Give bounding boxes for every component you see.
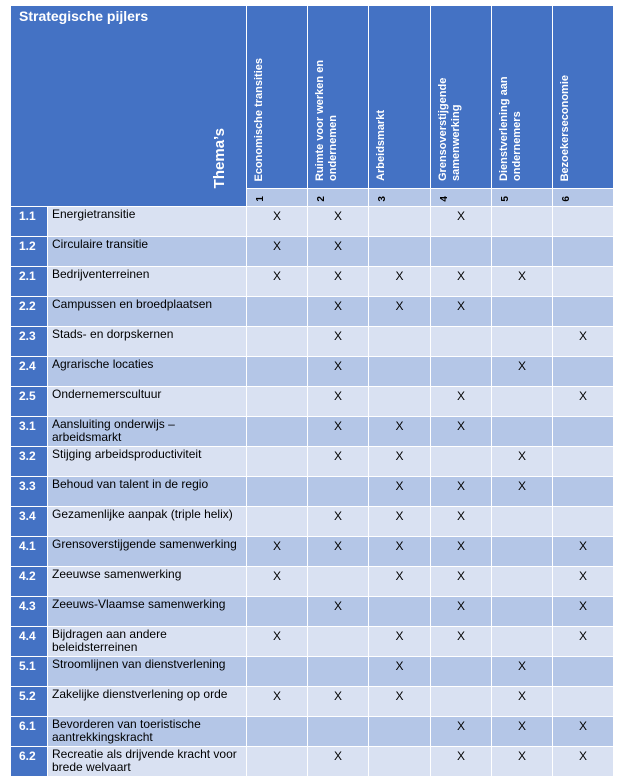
strategic-pillars-table-container: [10, 5, 613, 777]
table-row: [11, 717, 614, 747]
pillar-4-mark: X: [431, 627, 492, 657]
table-row: [11, 327, 614, 357]
theme-id: 2.5: [11, 387, 48, 417]
pillar-1-mark: [247, 417, 308, 447]
pillar-1-mark: [247, 657, 308, 687]
pillar-4-mark: X: [431, 267, 492, 297]
pillar-4-mark: X: [431, 477, 492, 507]
theme-id: 1.1: [11, 207, 48, 237]
pillar-1-mark: [247, 387, 308, 417]
pillar-3-mark: X: [369, 417, 431, 447]
pillar-6-mark: X: [553, 537, 614, 567]
pillar-4-mark: [431, 327, 492, 357]
theme-name: Zeeuws-Vlaamse samenwerking: [48, 597, 247, 627]
pillar-label: Arbeidsmarkt: [375, 110, 387, 181]
theme-name: Bedrijventerreinen: [48, 267, 247, 297]
table-header-cell: [11, 6, 247, 207]
pillar-4-mark: X: [431, 537, 492, 567]
pillar-2-mark: X: [308, 207, 369, 237]
pillar-number-4: 4: [431, 189, 492, 207]
pillar-header-5: [492, 6, 553, 189]
pillar-5-mark: [492, 207, 553, 237]
pillar-3-mark: X: [369, 657, 431, 687]
pillar-5-mark: X: [492, 357, 553, 387]
pillar-label: Dienstverlening aan ondernemers: [498, 76, 523, 181]
pillar-2-mark: [308, 567, 369, 597]
pillar-3-mark: X: [369, 477, 431, 507]
pillar-5-mark: [492, 297, 553, 327]
theme-id: 4.4: [11, 627, 48, 657]
theme-name: Zeeuwse samenwerking: [48, 567, 247, 597]
pillar-3-mark: X: [369, 507, 431, 537]
table-row: [11, 237, 614, 267]
pillar-label: Grensoverstijgende samenwerking: [437, 77, 462, 181]
pillar-2-mark: X: [308, 237, 369, 267]
pillar-3-mark: [369, 747, 431, 777]
pillar-1-mark: X: [247, 687, 308, 717]
pillar-1-mark: X: [247, 627, 308, 657]
theme-name: Bijdragen aan andere beleidsterreinen: [48, 627, 247, 657]
pillar-2-mark: X: [308, 747, 369, 777]
table-row: [11, 657, 614, 687]
pillar-header-2: [308, 6, 369, 189]
pillar-5-mark: [492, 537, 553, 567]
pillar-4-mark: X: [431, 207, 492, 237]
pillar-3-mark: X: [369, 627, 431, 657]
theme-id: 4.1: [11, 537, 48, 567]
theme-name: Behoud van talent in de regio: [48, 477, 247, 507]
pillar-2-mark: X: [308, 597, 369, 627]
pillar-3-mark: X: [369, 297, 431, 327]
pillar-1-mark: [247, 447, 308, 477]
pillar-4-mark: X: [431, 387, 492, 417]
theme-name: Campussen en broedplaatsen: [48, 297, 247, 327]
themes-label: Thema’s: [211, 127, 228, 188]
pillar-4-mark: X: [431, 417, 492, 447]
pillar-6-mark: X: [553, 597, 614, 627]
pillar-3-mark: X: [369, 267, 431, 297]
theme-name: Recreatie als drijvende kracht voor brede welvaart: [48, 747, 247, 777]
table-row: [11, 507, 614, 537]
theme-name: Stijging arbeidsproductiviteit: [48, 447, 247, 477]
pillar-1-mark: [247, 747, 308, 777]
pillar-6-mark: [553, 297, 614, 327]
pillar-3-mark: X: [369, 447, 431, 477]
pillar-header-1: [247, 6, 308, 189]
pillar-6-mark: [553, 657, 614, 687]
pillar-4-mark: X: [431, 717, 492, 747]
pillar-4-mark: X: [431, 507, 492, 537]
pillar-4-mark: [431, 657, 492, 687]
table-row: [11, 357, 614, 387]
pillar-3-mark: [369, 207, 431, 237]
pillar-1-mark: X: [247, 537, 308, 567]
theme-id: 2.4: [11, 357, 48, 387]
pillar-3-mark: [369, 327, 431, 357]
theme-id: 6.2: [11, 747, 48, 777]
theme-name: Ondernemerscultuur: [48, 387, 247, 417]
theme-name: Energietransitie: [48, 207, 247, 237]
pillar-3-mark: X: [369, 687, 431, 717]
pillar-2-mark: [308, 627, 369, 657]
table-row: [11, 207, 614, 237]
theme-id: 5.1: [11, 657, 48, 687]
pillar-5-mark: [492, 237, 553, 267]
pillar-1-mark: X: [247, 207, 308, 237]
pillar-5-mark: [492, 387, 553, 417]
theme-id: 2.2: [11, 297, 48, 327]
pillar-2-mark: X: [308, 267, 369, 297]
pillar-label: Ruimte voor werken en ondernemen: [314, 59, 339, 181]
theme-name: Grensoverstijgende samenwerking: [48, 537, 247, 567]
pillar-3-mark: X: [369, 537, 431, 567]
pillar-2-mark: [308, 717, 369, 747]
pillar-1-mark: [247, 357, 308, 387]
theme-id: 3.1: [11, 417, 48, 447]
pillar-5-mark: [492, 417, 553, 447]
theme-id: 4.3: [11, 597, 48, 627]
pillar-2-mark: [308, 477, 369, 507]
pillar-3-mark: X: [369, 567, 431, 597]
table-row: [11, 687, 614, 717]
pillar-5-mark: X: [492, 477, 553, 507]
pillar-6-mark: X: [553, 747, 614, 777]
theme-name: Aansluiting onderwijs – arbeidsmarkt: [48, 417, 247, 447]
theme-name: Stads- en dorpskernen: [48, 327, 247, 357]
table-row: [11, 417, 614, 447]
theme-name: Bevorderen van toeristische aantrekkingskracht: [48, 717, 247, 747]
theme-name: Zakelijke dienstverlening op orde: [48, 687, 247, 717]
theme-name: Circulaire transitie: [48, 237, 247, 267]
pillar-1-mark: X: [247, 267, 308, 297]
pillar-1-mark: X: [247, 237, 308, 267]
pillar-2-mark: X: [308, 357, 369, 387]
theme-id: 6.1: [11, 717, 48, 747]
pillar-5-mark: [492, 597, 553, 627]
pillar-2-mark: X: [308, 417, 369, 447]
pillar-5-mark: [492, 507, 553, 537]
table-row: [11, 387, 614, 417]
pillar-1-mark: [247, 717, 308, 747]
pillar-3-mark: [369, 387, 431, 417]
pillar-6-mark: [553, 267, 614, 297]
pillar-6-mark: [553, 507, 614, 537]
pillar-6-mark: [553, 237, 614, 267]
pillar-1-mark: [247, 297, 308, 327]
pillar-4-mark: X: [431, 597, 492, 627]
pillar-2-mark: X: [308, 327, 369, 357]
pillar-1-mark: [247, 597, 308, 627]
pillar-4-mark: [431, 447, 492, 477]
pillar-4-mark: [431, 357, 492, 387]
table-row: [11, 747, 614, 777]
pillar-number-2: 2: [308, 189, 369, 207]
pillar-5-mark: [492, 627, 553, 657]
strategic-pillars-table: [10, 5, 614, 777]
pillar-4-mark: [431, 237, 492, 267]
theme-id: 1.2: [11, 237, 48, 267]
pillar-6-mark: [553, 477, 614, 507]
table-row: [11, 447, 614, 477]
pillar-2-mark: X: [308, 297, 369, 327]
pillar-2-mark: X: [308, 447, 369, 477]
table-row: [11, 627, 614, 657]
theme-id: 3.4: [11, 507, 48, 537]
pillar-6-mark: X: [553, 627, 614, 657]
pillar-6-mark: X: [553, 567, 614, 597]
pillar-5-mark: X: [492, 717, 553, 747]
pillar-header-4: [431, 6, 492, 189]
pillar-number-5: 5: [492, 189, 553, 207]
pillar-4-mark: X: [431, 567, 492, 597]
table-row: [11, 537, 614, 567]
pillar-3-mark: [369, 717, 431, 747]
pillar-6-mark: [553, 687, 614, 717]
pillar-number-3: 3: [369, 189, 431, 207]
pillar-5-mark: X: [492, 447, 553, 477]
pillar-2-mark: X: [308, 687, 369, 717]
pillar-6-mark: X: [553, 387, 614, 417]
pillar-5-mark: [492, 567, 553, 597]
pillar-2-mark: X: [308, 387, 369, 417]
table-row: [11, 297, 614, 327]
pillar-2-mark: [308, 657, 369, 687]
theme-id: 3.2: [11, 447, 48, 477]
pillar-6-mark: X: [553, 327, 614, 357]
pillar-2-mark: X: [308, 507, 369, 537]
pillar-4-mark: X: [431, 297, 492, 327]
pillar-5-mark: X: [492, 687, 553, 717]
theme-rows: [11, 207, 614, 777]
pillar-2-mark: X: [308, 537, 369, 567]
theme-name: Stroomlijnen van dienstverlening: [48, 657, 247, 687]
pillar-6-mark: [553, 207, 614, 237]
theme-name: Agrarische locaties: [48, 357, 247, 387]
pillar-6-mark: X: [553, 717, 614, 747]
table-row: [11, 477, 614, 507]
pillar-1-mark: [247, 327, 308, 357]
pillar-3-mark: [369, 357, 431, 387]
pillar-4-mark: X: [431, 747, 492, 777]
theme-id: 5.2: [11, 687, 48, 717]
table-row: [11, 567, 614, 597]
pillar-1-mark: [247, 507, 308, 537]
pillar-1-mark: [247, 477, 308, 507]
theme-name: Gezamenlijke aanpak (triple helix): [48, 507, 247, 537]
pillar-header-6: [553, 6, 614, 189]
theme-id: 4.2: [11, 567, 48, 597]
theme-id: 2.1: [11, 267, 48, 297]
pillar-1-mark: X: [247, 567, 308, 597]
pillar-4-mark: [431, 687, 492, 717]
pillar-5-mark: X: [492, 747, 553, 777]
pillar-label: Bezoekerseconomie: [559, 74, 571, 181]
pillar-6-mark: [553, 447, 614, 477]
table-row: [11, 597, 614, 627]
pillar-3-mark: [369, 597, 431, 627]
pillar-6-mark: [553, 417, 614, 447]
theme-id: 2.3: [11, 327, 48, 357]
pillar-label: Economische transities: [253, 57, 265, 181]
pillar-5-mark: X: [492, 657, 553, 687]
theme-id: 3.3: [11, 477, 48, 507]
pillar-5-mark: X: [492, 267, 553, 297]
table-title: Strategische pijlers: [19, 8, 149, 24]
table-row: [11, 267, 614, 297]
pillar-number-1: 1: [247, 189, 308, 207]
pillar-6-mark: [553, 357, 614, 387]
pillar-3-mark: [369, 237, 431, 267]
pillar-number-6: 6: [553, 189, 614, 207]
pillar-5-mark: [492, 327, 553, 357]
pillar-header-3: [369, 6, 431, 189]
